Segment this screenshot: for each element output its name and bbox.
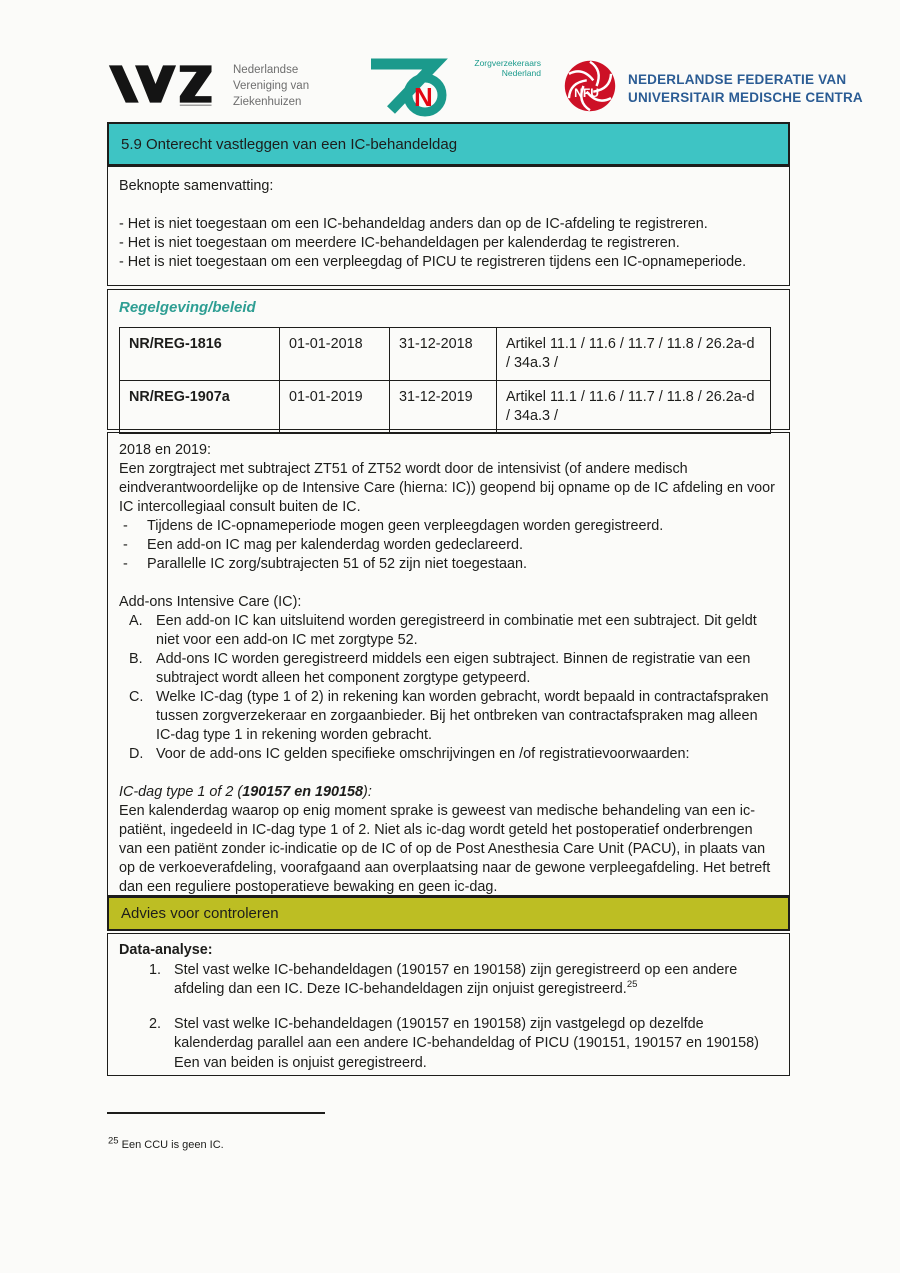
- spacer: [119, 196, 778, 215]
- icdag-title-codes: 190157 en 190158: [242, 784, 364, 800]
- cell-start-date: 01-01-2018: [280, 328, 390, 381]
- list-marker: -: [123, 518, 128, 534]
- nvz-logo-icon: [107, 58, 219, 110]
- spacer: [119, 574, 778, 593]
- list-item: [119, 517, 778, 536]
- icdag-title-pre: IC-dag type 1 of 2 (: [119, 784, 243, 800]
- cell-articles: Artikel 11.1 / 11.6 / 11.7 / 11.8 / 26.2a-d / 34a.3 /: [497, 381, 771, 434]
- table-row: [120, 328, 771, 381]
- zn-logo-text: [451, 58, 541, 78]
- section-title: 5.9 Onterecht vastleggen van een IC-behandeldag: [121, 135, 458, 153]
- icdag-title-post: ):: [363, 784, 372, 800]
- regulation-box: [107, 289, 790, 430]
- list-marker: 1.: [149, 961, 162, 978]
- nfu-logo: [562, 58, 863, 114]
- details-box: [107, 432, 790, 896]
- analysis-item-text: Stel vast welke IC-behandeldagen (190157 en 190158) zijn vastgelegd op dezelfde kalenderdag parallel aan een andere IC-behandeldag of PICU (190151, 190157 en 190158) Een van beiden is onjuist geregistreerd.: [174, 1015, 759, 1071]
- zn-text-line: Zorgverzekeraars: [474, 58, 541, 68]
- section-header-band: [107, 122, 790, 166]
- advice-band-title: Advies voor controleren: [121, 905, 279, 922]
- summary-item: - Het is niet toegestaan om een verpleegdag of PICU te registreren tijdens een IC-opnameperiode.: [119, 254, 747, 270]
- list-item: [119, 612, 778, 650]
- list-marker: C.: [129, 689, 144, 705]
- list-item: [119, 536, 778, 555]
- regulation-title: Regelgeving/beleid: [119, 299, 256, 316]
- icdag-title: [119, 783, 778, 802]
- analysis-list: [119, 961, 778, 1074]
- list-item: [119, 961, 778, 1000]
- analysis-item-text: Stel vast welke IC-behandeldagen (190157 en 190158) zijn geregistreerd op een andere afdeling dan een IC. Deze IC-behandeldagen zijn onjuist geregistreerd.: [174, 961, 738, 997]
- list-marker: -: [123, 556, 128, 572]
- summary-box: [107, 166, 790, 286]
- list-marker: A.: [129, 613, 143, 629]
- nvz-text-line: Nederlandse: [233, 64, 299, 76]
- summary-item: - Het is niet toegestaan om meerdere IC-behandeldagen per kalenderdag te registreren.: [119, 235, 680, 251]
- analysis-box: [107, 933, 790, 1076]
- nvz-logo: [107, 58, 309, 110]
- list-item-text: [174, 961, 778, 1000]
- list-item-text: Tijdens de IC-opnameperiode mogen geen verpleegdagen worden geregistreerd.: [147, 518, 664, 534]
- list-marker: -: [123, 537, 128, 553]
- advice-header-band: [107, 896, 790, 931]
- cell-end-date: 31-12-2018: [390, 328, 497, 381]
- nfu-logo-text: [628, 71, 863, 107]
- cell-end-date: 31-12-2019: [390, 381, 497, 434]
- footnote-marker: 25: [108, 1135, 119, 1147]
- svg-text:N: N: [414, 82, 433, 112]
- list-item-text: Add-ons IC worden geregistreerd middels een eigen subtraject. Binnen de registratie van een subtraject wordt alleen het component zorgtype getypeerd.: [156, 651, 751, 686]
- addons-title: Add-ons Intensive Care (IC):: [119, 594, 302, 610]
- footnote: [108, 1135, 224, 1151]
- cell-regulation-code: NR/REG-1816: [120, 328, 280, 381]
- footnote-divider: [107, 1112, 325, 1114]
- list-item: [119, 688, 778, 745]
- dash-list: [119, 517, 778, 574]
- spacer: [119, 1000, 778, 1015]
- footnote-reference: 25: [626, 979, 638, 991]
- zn-text-line: Nederland: [501, 68, 541, 78]
- details-intro: Een zorgtraject met subtraject ZT51 of ZT52 wordt door de intensivist (of andere medisch eindverantwoordelijke op de Intensive Care (hierna: IC)) geopend bij opname op de IC afdeling en voor IC intercollegiaal consult buiten de IC.: [119, 461, 775, 515]
- summary-item: - Het is niet toegestaan om een IC-behandeldag anders dan op de IC-afdeling te registreren.: [119, 216, 708, 232]
- list-item: [119, 650, 778, 688]
- cell-regulation-code: NR/REG-1907a: [120, 381, 280, 434]
- analysis-title: Data-analyse:: [119, 942, 213, 958]
- list-item-text: Een add-on IC kan uitsluitend worden geregistreerd in combinatie met een subtraject. Dit geldt niet voor een add-on IC met zorgtype 52.: [156, 613, 757, 648]
- cell-articles: Artikel 11.1 / 11.6 / 11.7 / 11.8 / 26.2a-d / 34a.3 /: [497, 328, 771, 381]
- nvz-text-line: Ziekenhuizen: [233, 96, 302, 108]
- footnote-text: Een CCU is geen IC.: [118, 1139, 224, 1151]
- list-item-text: Een add-on IC mag per kalenderdag worden gedeclareerd.: [147, 537, 523, 553]
- nfu-logo-icon: [562, 58, 618, 114]
- list-marker: B.: [129, 651, 143, 667]
- addons-list: [119, 612, 778, 764]
- list-item: [119, 555, 778, 574]
- nfu-text-line: UNIVERSITAIR MEDISCHE CENTRA: [628, 90, 863, 105]
- zn-logo: [363, 52, 543, 118]
- list-item: [119, 1015, 778, 1074]
- list-marker: 2.: [149, 1015, 162, 1032]
- regulation-table: [119, 327, 771, 434]
- cell-start-date: 01-01-2019: [280, 381, 390, 434]
- list-marker: D.: [129, 746, 144, 762]
- period-title: 2018 en 2019:: [119, 442, 212, 458]
- list-item-text: Voor de add-ons IC gelden specifieke omschrijvingen en /of registratievoorwaarden:: [156, 746, 690, 762]
- table-row: [120, 381, 771, 434]
- summary-title: Beknopte samenvatting:: [119, 178, 274, 194]
- list-item-text: Parallelle IC zorg/subtrajecten 51 of 52 zijn niet toegestaan.: [147, 556, 527, 572]
- nvz-text-line: Vereniging van: [233, 80, 310, 92]
- list-item-text: [174, 1015, 778, 1074]
- spacer: [119, 764, 778, 783]
- nvz-logo-text: [233, 62, 309, 110]
- nfu-text-line: NEDERLANDSE FEDERATIE VAN: [628, 72, 847, 87]
- icdag-text: Een kalenderdag waarop op enig moment sprake is geweest van medische behandeling van een ic-patiënt, ingedeeld in IC-dag type 1 of 2. Niet als ic-dag wordt geteld het postoperatief onderbrengen van een patiënt zonder ic-indicatie op de IC of op de Post Anesthesia Care Unit (PACU), in plaats van op de verkoeverafdeling, voorafgaand aan overplaatsing naar de gewone verpleegafdeling. Het betreft dan een reguliere postoperatieve bewaking en geen ic-dag.: [119, 803, 771, 895]
- list-item: [119, 745, 778, 764]
- list-item-text: Welke IC-dag (type 1 of 2) in rekening kan worden gebracht, wordt bepaald in contractafspraken tussen zorgverzekeraar en zorgaanbieder. Bij het ontbreken van contractafspraken mag alleen IC-dag type 1 in rekening worden gebracht.: [156, 689, 769, 743]
- nfu-abbr: NFU: [574, 86, 600, 101]
